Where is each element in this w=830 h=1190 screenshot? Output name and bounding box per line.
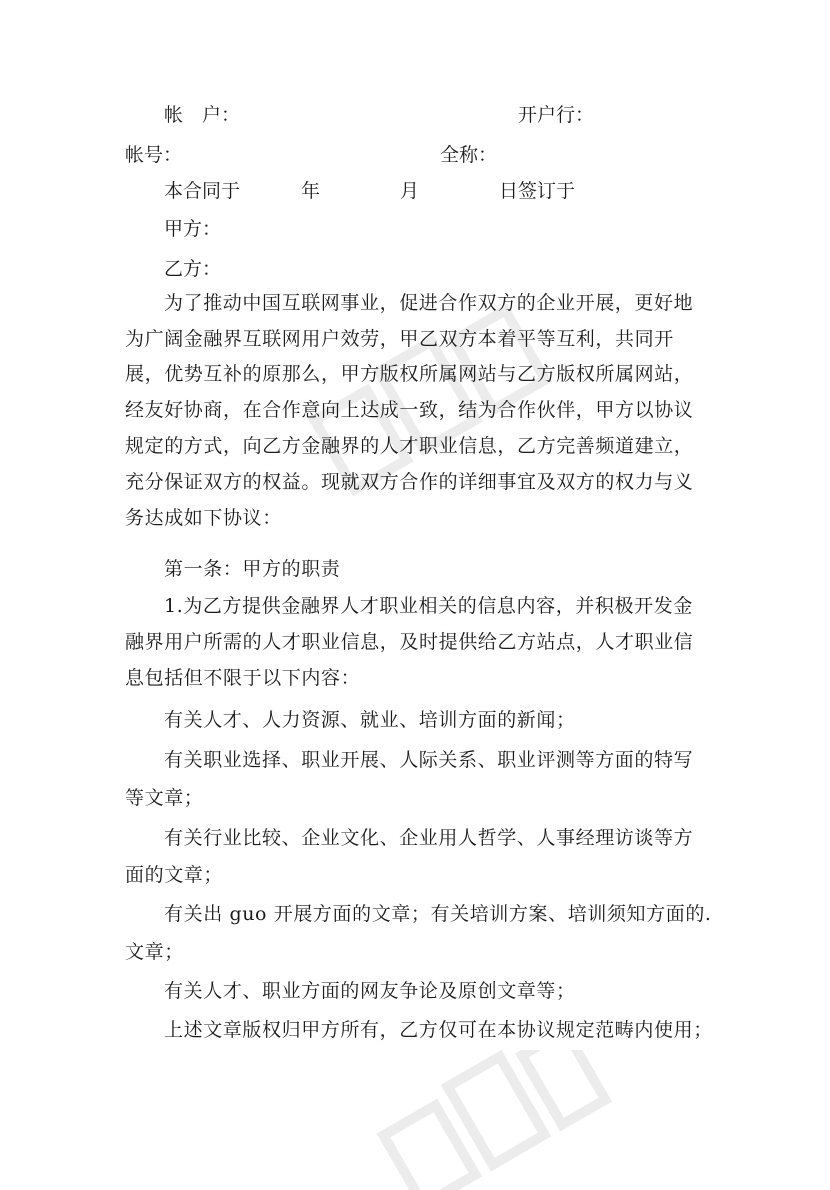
sign-month: 月: [400, 180, 420, 202]
intro-line: 充分保证双方的权益。现就双方合作的详细事宜及双方的权力与义: [125, 471, 694, 493]
list-item: 有关出 guo 开展方面的文章；有关培训方案、培训须知方面的.: [164, 903, 712, 925]
list-item: 等文章；: [125, 787, 204, 809]
party-a-label: 甲方：: [164, 218, 222, 240]
full-name-label: 全称：: [440, 144, 498, 166]
list-item: 有关人才、人力资源、就业、培训方面的新闻；: [164, 709, 576, 731]
intro-line: 为了推动中国互联网事业，促进合作双方的企业开展，更好地: [164, 292, 694, 314]
list-item: 上述文章版权归甲方所有，乙方仅可在本协议规定范畴内使用；: [164, 1019, 713, 1041]
intro-line: 经友好协商，在合作意向上达成一致，结为合作伙伴，甲方以协议: [125, 399, 694, 421]
intro-line: 为广阔金融界互联网用户效劳，甲乙双方本着平等互利，共同开: [125, 328, 674, 350]
bank-label: 开户行：: [518, 104, 595, 126]
party-b-label: 乙方：: [164, 258, 222, 280]
sign-year: 年: [301, 180, 321, 202]
account-number-label: 帐号：: [125, 144, 183, 166]
list-item: 有关职业选择、职业开展、人际关系、职业评测等方面的特写: [164, 749, 694, 771]
list-item: 有关行业比较、企业文化、企业用人哲学、人事经理访谈等方: [164, 827, 694, 849]
list-item: 面的文章；: [125, 864, 224, 886]
item-1-line: 融界用户所需的人才职业信息，及时提供给乙方站点，人才职业信: [125, 631, 694, 653]
list-item: 有关人才、职业方面的网友争论及原创文章等；: [164, 980, 576, 1002]
intro-line: 展，优势互补的原那么，甲方版权所属网站与乙方版权所属网站，: [125, 363, 694, 385]
intro-line: 务达成如下协议：: [125, 507, 282, 529]
article-1-title: 第一条：甲方的职责: [164, 558, 341, 580]
list-item: 文章；: [125, 941, 184, 963]
intro-line: 规定的方式，向乙方金融界的人才职业信息，乙方完善频道建立，: [125, 435, 694, 457]
item-1-line: 1.为乙方提供金融界人才职业相关的信息内容，并积极开发金: [164, 595, 693, 617]
item-1-line: 息包括但不限于以下内容：: [125, 667, 361, 689]
sign-date-prefix: 本合同于: [164, 180, 241, 202]
sign-day-suffix: 日签订于: [499, 180, 576, 202]
account-label: 帐 户：: [164, 104, 241, 126]
watermark-logo-bottom: [360, 1050, 620, 1190]
